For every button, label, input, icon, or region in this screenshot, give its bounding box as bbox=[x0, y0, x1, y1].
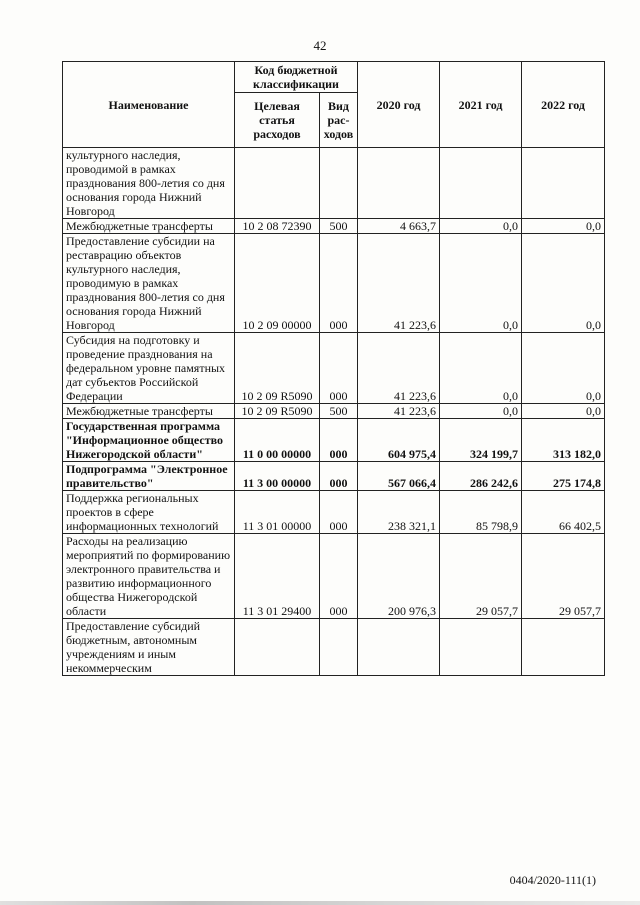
cell-2020: 200 976,3 bbox=[358, 534, 440, 619]
cell-target-article bbox=[235, 148, 320, 219]
cell-target-article: 11 3 01 29400 bbox=[235, 534, 320, 619]
cell-target-article: 11 3 00 00000 bbox=[235, 462, 320, 491]
cell-expense-type: 500 bbox=[320, 219, 358, 234]
cell-2021: 0,0 bbox=[440, 234, 522, 333]
cell-2022: 275 174,8 bbox=[522, 462, 605, 491]
cell-2022: 313 182,0 bbox=[522, 419, 605, 462]
cell-2022: 66 402,5 bbox=[522, 491, 605, 534]
cell-2021: 0,0 bbox=[440, 219, 522, 234]
cell-2021 bbox=[440, 148, 522, 219]
header-budget-code-group: Код бюджетной классификации bbox=[235, 62, 358, 93]
table-row bbox=[63, 619, 605, 676]
table-row bbox=[63, 534, 605, 619]
document-code: 0404/2020-111(1) bbox=[509, 873, 596, 887]
table-row bbox=[63, 404, 605, 419]
header-expense-type: Вид рас-ходов bbox=[320, 93, 358, 148]
cell-expense-type bbox=[320, 148, 358, 219]
cell-target-article: 10 2 09 00000 bbox=[235, 234, 320, 333]
table-row bbox=[63, 333, 605, 404]
cell-expense-type: 500 bbox=[320, 404, 358, 419]
cell-expense-type: 000 bbox=[320, 462, 358, 491]
cell-target-article: 10 2 08 72390 bbox=[235, 219, 320, 234]
table-row bbox=[63, 219, 605, 234]
table-row bbox=[63, 234, 605, 333]
cell-2022: 0,0 bbox=[522, 219, 605, 234]
cell-2020: 41 223,6 bbox=[358, 333, 440, 404]
header-name: Наименование bbox=[63, 62, 235, 148]
cell-name: культурного наследия, проводимой в рамках празднования 800-летия со дня основания города Нижний Новгород bbox=[63, 148, 235, 219]
table-row bbox=[63, 419, 605, 462]
cell-2021: 0,0 bbox=[440, 333, 522, 404]
cell-target-article: 10 2 09 R5090 bbox=[235, 333, 320, 404]
cell-2022: 29 057,7 bbox=[522, 534, 605, 619]
header-target-article: Целевая статья расходов bbox=[235, 93, 320, 148]
cell-2020: 41 223,6 bbox=[358, 234, 440, 333]
cell-expense-type: 000 bbox=[320, 234, 358, 333]
header-year-2020: 2020 год bbox=[358, 62, 440, 148]
cell-name: Расходы на реализацию мероприятий по формированию электронного правительства и развитию информационного общества Нижегородской области bbox=[63, 534, 235, 619]
cell-2020: 4 663,7 bbox=[358, 219, 440, 234]
cell-2022: 0,0 bbox=[522, 404, 605, 419]
cell-expense-type bbox=[320, 619, 358, 676]
cell-2020: 604 975,4 bbox=[358, 419, 440, 462]
cell-name: Государственная программа "Информационное общество Нижегородской области" bbox=[63, 419, 235, 462]
scan-edge bbox=[0, 901, 640, 905]
cell-name: Поддержка региональных проектов в сфере информационных технологий bbox=[63, 491, 235, 534]
cell-name: Подпрограмма "Электронное правительство" bbox=[63, 462, 235, 491]
cell-target-article bbox=[235, 619, 320, 676]
header-year-2021: 2021 год bbox=[440, 62, 522, 148]
cell-target-article: 10 2 09 R5090 bbox=[235, 404, 320, 419]
cell-2022 bbox=[522, 619, 605, 676]
budget-table bbox=[62, 61, 605, 676]
cell-expense-type: 000 bbox=[320, 534, 358, 619]
page-number: 42 bbox=[313, 38, 327, 53]
cell-2020: 567 066,4 bbox=[358, 462, 440, 491]
cell-2020: 238 321,1 bbox=[358, 491, 440, 534]
cell-2021 bbox=[440, 619, 522, 676]
table-row bbox=[63, 148, 605, 219]
table-row bbox=[63, 462, 605, 491]
table-row bbox=[63, 491, 605, 534]
table-header bbox=[63, 62, 605, 148]
cell-name: Межбюджетные трансферты bbox=[63, 404, 235, 419]
header-year-2022: 2022 год bbox=[522, 62, 605, 148]
cell-expense-type: 000 bbox=[320, 419, 358, 462]
cell-2021: 85 798,9 bbox=[440, 491, 522, 534]
cell-name: Субсидия на подготовку и проведение празднования на федеральном уровне памятных дат субъектов Российской Федерации bbox=[63, 333, 235, 404]
cell-name: Предоставление субсидий бюджетным, автономным учреждениям и иным некоммерческим bbox=[63, 619, 235, 676]
cell-2022 bbox=[522, 148, 605, 219]
cell-2022: 0,0 bbox=[522, 234, 605, 333]
cell-2021: 324 199,7 bbox=[440, 419, 522, 462]
cell-2020 bbox=[358, 148, 440, 219]
cell-2020: 41 223,6 bbox=[358, 404, 440, 419]
cell-2022: 0,0 bbox=[522, 333, 605, 404]
table-body bbox=[63, 148, 605, 676]
cell-target-article: 11 0 00 00000 bbox=[235, 419, 320, 462]
cell-expense-type: 000 bbox=[320, 333, 358, 404]
cell-2021: 286 242,6 bbox=[440, 462, 522, 491]
cell-name: Предоставление субсидии на реставрацию объектов культурного наследия, проводимую в рамках празднования 800-летия со дня основания города Нижний Новгород bbox=[63, 234, 235, 333]
cell-2021: 0,0 bbox=[440, 404, 522, 419]
cell-2021: 29 057,7 bbox=[440, 534, 522, 619]
cell-2020 bbox=[358, 619, 440, 676]
cell-expense-type: 000 bbox=[320, 491, 358, 534]
cell-target-article: 11 3 01 00000 bbox=[235, 491, 320, 534]
cell-name: Межбюджетные трансферты bbox=[63, 219, 235, 234]
